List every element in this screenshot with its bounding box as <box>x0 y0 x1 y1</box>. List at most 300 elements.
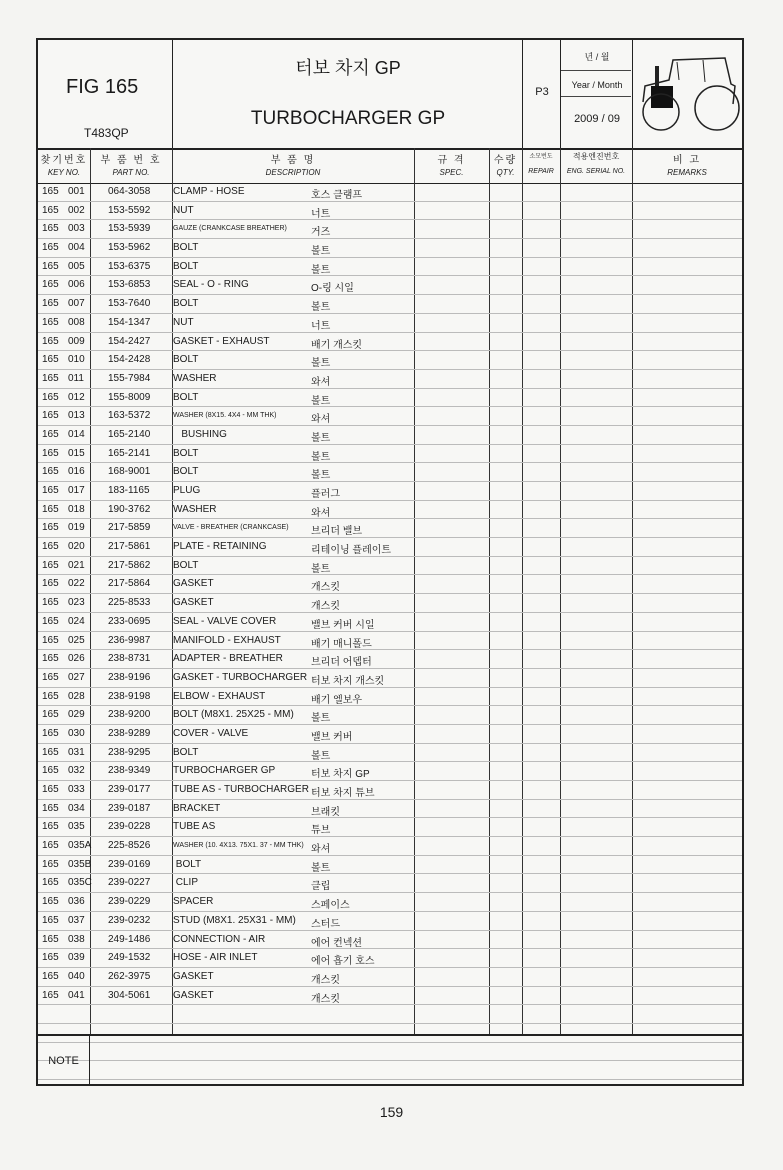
korean-name-cell: 에어 컨넥션 <box>311 937 363 949</box>
korean-name-cell: 배기 개스킷 <box>311 339 363 351</box>
korean-name-cell: 스터드 <box>311 918 340 930</box>
part-number-cell: 154-1347 <box>108 316 151 328</box>
fig-cell <box>38 40 173 148</box>
table-row <box>38 538 742 557</box>
table-row <box>38 389 742 408</box>
table-row <box>38 220 742 239</box>
korean-name-cell: 스페이스 <box>311 900 350 912</box>
fig-number-cell: 165 <box>42 186 59 197</box>
fig-number-cell: 165 <box>42 391 59 403</box>
year-month-value: 2009 / 09 <box>574 113 620 125</box>
col-spec-ko: 규 격 <box>437 155 466 166</box>
page-number: 159 <box>379 1104 404 1120</box>
part-number-cell: 249-1532 <box>108 952 151 964</box>
table-row <box>38 557 742 576</box>
korean-name-cell: 볼트 <box>311 713 331 725</box>
sheet-header <box>38 40 742 150</box>
title-korean: 터보 차지 GP <box>295 58 401 78</box>
key-number-cell: 006 <box>68 279 85 291</box>
fig-number-cell: 165 <box>42 597 59 609</box>
part-number-cell: 238-9289 <box>108 727 151 739</box>
korean-name-cell: 브리더 밸브 <box>311 526 363 538</box>
description-cell: GAUZE (CRANKCASE BREATHER) <box>173 225 287 233</box>
divider <box>561 96 631 97</box>
col-remarks-ko: 비 고 <box>672 155 702 166</box>
fig-number-cell: 165 <box>42 634 59 646</box>
part-number-cell: 217-5859 <box>108 522 151 534</box>
fig-number-cell: 165 <box>42 690 59 702</box>
key-number-cell: 038 <box>68 933 85 945</box>
korean-name-cell: 너트 <box>311 208 331 220</box>
part-number-cell: 217-5864 <box>108 578 151 590</box>
fig-number-cell: 165 <box>42 615 59 627</box>
table-row <box>38 575 742 594</box>
fig-number-cell: 165 <box>42 989 59 1001</box>
tractor-icon-cell <box>633 40 742 148</box>
page-code-cell <box>523 40 561 148</box>
part-number-cell: 153-5962 <box>108 242 151 254</box>
description-cell: BOLT <box>173 746 199 758</box>
description-cell: BOLT <box>173 298 199 310</box>
key-number-cell: 021 <box>68 559 85 571</box>
description-cell: TUBE AS - TURBOCHARGER <box>173 784 309 795</box>
key-number-cell: 002 <box>68 204 85 216</box>
table-row <box>38 482 742 501</box>
korean-name-cell: 와셔 <box>311 414 331 426</box>
korean-name-cell: 배기 매니폴드 <box>311 638 372 650</box>
fig-number-cell: 165 <box>42 541 59 553</box>
fig-number-cell: 165 <box>42 858 59 870</box>
col-eng-en: ENG. SERIAL NO. <box>566 168 626 175</box>
fig-number-cell: 165 <box>42 653 59 665</box>
description-cell: COVER - VALVE <box>173 727 249 739</box>
fig-number-cell: 165 <box>42 765 59 777</box>
korean-name-cell: 터보 차지 튜브 <box>311 788 375 799</box>
key-number-cell: 027 <box>68 671 85 683</box>
part-number-cell: 304-5061 <box>108 989 151 1001</box>
table-row <box>38 613 742 632</box>
part-number-cell: 249-1486 <box>108 933 151 945</box>
part-number-cell: 239-0227 <box>108 877 151 889</box>
fig-number-cell: 165 <box>42 896 59 908</box>
table-row <box>38 818 742 837</box>
key-number-cell: 009 <box>68 335 85 347</box>
year-month-cell <box>561 40 633 148</box>
key-number-cell: 041 <box>68 989 85 1001</box>
fig-number-cell: 165 <box>42 372 59 384</box>
key-number-cell: 013 <box>68 410 85 422</box>
table-row <box>38 837 742 856</box>
fig-number-cell: 165 <box>42 204 59 216</box>
part-number-cell: 225-8533 <box>108 597 151 609</box>
key-number-cell: 028 <box>68 690 85 702</box>
description-cell: WASHER (10. 4X13. 75X1. 37 - MM THK) <box>173 842 304 850</box>
part-number-cell: 153-7640 <box>108 298 151 310</box>
table-row <box>38 912 742 931</box>
key-number-cell: 031 <box>68 746 85 758</box>
part-number-cell: 238-8731 <box>108 653 151 665</box>
key-number-cell: 020 <box>68 541 85 553</box>
table-row <box>38 1005 742 1024</box>
part-number-cell: 239-0232 <box>108 914 151 926</box>
key-number-cell: 019 <box>68 522 85 534</box>
fig-number-cell: 165 <box>42 466 59 478</box>
description-cell: PLUG <box>173 485 201 496</box>
key-number-cell: 035A <box>68 840 92 852</box>
col-key-ko: 찾기번호 <box>40 155 88 166</box>
table-row <box>38 669 742 688</box>
col-desc-en: DESCRIPTION <box>265 168 321 177</box>
fig-number-cell: 165 <box>42 578 59 590</box>
part-number-cell: 238-9200 <box>108 709 151 721</box>
key-number-cell: 034 <box>68 802 85 814</box>
table-row <box>38 781 742 800</box>
part-number-cell: 064-3058 <box>108 186 151 197</box>
description-cell: BOLT <box>173 260 199 272</box>
col-remarks-en: REMARKS <box>667 168 707 177</box>
fig-number-cell: 165 <box>42 503 59 515</box>
part-number-cell: 154-2427 <box>108 335 151 347</box>
fig-number-cell: 165 <box>42 298 59 310</box>
table-row <box>38 893 742 912</box>
part-number-cell: 236-9987 <box>108 634 151 646</box>
key-number-cell: 040 <box>68 970 85 982</box>
part-number-cell: 238-9349 <box>108 765 151 777</box>
korean-name-cell: 볼트 <box>311 451 331 463</box>
part-number-cell: 238-9198 <box>108 690 151 702</box>
table-row <box>38 445 742 464</box>
fig-number-cell: 165 <box>42 485 59 496</box>
korean-name-cell: 볼트 <box>311 264 331 276</box>
part-number-cell: 262-3975 <box>108 970 151 982</box>
description-cell: GASKET - EXHAUST <box>173 335 270 347</box>
fig-number-cell: 165 <box>42 970 59 982</box>
korean-name-cell: 밸브 커버 <box>311 731 353 743</box>
part-number-cell: 239-0169 <box>108 858 151 870</box>
korean-name-cell: 볼트 <box>311 470 331 482</box>
part-number-cell: 155-7984 <box>108 372 151 384</box>
description-cell: GASKET <box>173 989 214 1001</box>
key-number-cell: 014 <box>68 428 85 440</box>
key-number-cell: 035C <box>68 877 92 889</box>
fig-number-cell: 165 <box>42 447 59 459</box>
description-cell: GASKET <box>173 597 214 609</box>
korean-name-cell: 개스킷 <box>311 993 340 1005</box>
key-number-cell: 017 <box>68 485 85 496</box>
korean-name-cell: 클립 <box>311 881 331 893</box>
table-row <box>38 874 742 893</box>
table-row <box>38 725 742 744</box>
fig-number-cell: 165 <box>42 260 59 272</box>
fig-number-cell: 165 <box>42 242 59 254</box>
part-number-cell: 153-5939 <box>108 223 151 235</box>
description-cell: BOLT <box>173 447 199 459</box>
col-qty-en: QTY. <box>496 168 515 177</box>
korean-name-cell: 와셔 <box>311 376 331 388</box>
description-cell: TURBOCHARGER GP <box>173 765 276 777</box>
korean-name-cell: 에어 흡기 호스 <box>311 956 375 968</box>
korean-name-cell: 볼트 <box>311 432 331 444</box>
part-number-cell: 239-0229 <box>108 896 151 908</box>
table-row <box>38 295 742 314</box>
description-cell: BOLT <box>173 242 199 254</box>
key-number-cell: 023 <box>68 597 85 609</box>
fig-number-cell: 165 <box>42 223 59 235</box>
fig-number-cell: 165 <box>42 821 59 833</box>
description-cell: GASKET <box>173 578 214 590</box>
description-cell: HOSE - AIR INLET <box>173 952 258 964</box>
fig-number-cell: 165 <box>42 410 59 422</box>
parts-table-body <box>38 183 742 1080</box>
col-part-ko: 부 품 번 호 <box>100 155 162 166</box>
korean-name-cell: 리테이닝 플레이트 <box>311 545 392 557</box>
table-row <box>38 800 742 819</box>
divider <box>561 70 631 71</box>
fig-number-cell: 165 <box>42 952 59 964</box>
table-row <box>38 688 742 707</box>
key-number-cell: 003 <box>68 223 85 235</box>
table-row <box>38 949 742 968</box>
col-spec-en: SPEC. <box>439 168 464 177</box>
key-number-cell: 001 <box>68 186 85 197</box>
description-cell: ADAPTER - BREATHER <box>173 653 283 665</box>
year-month-label-en: Year / Month <box>571 80 623 90</box>
fig-number-cell: 165 <box>42 522 59 534</box>
key-number-cell: 039 <box>68 952 85 964</box>
fig-number-cell: 165 <box>42 877 59 889</box>
korean-name-cell: 개스킷 <box>311 601 340 613</box>
table-row <box>38 762 742 781</box>
description-cell: BOLT <box>173 559 199 571</box>
table-row <box>38 856 742 875</box>
key-number-cell: 011 <box>68 372 84 384</box>
fig-number: FIG 165 <box>66 76 139 98</box>
key-number-cell: 030 <box>68 727 85 739</box>
description-cell: BOLT <box>173 391 199 403</box>
part-number-cell: 238-9295 <box>108 746 151 758</box>
description-cell: STUD (M8X1. 25X31 - MM) <box>173 914 296 926</box>
description-cell: BUSHING <box>173 428 227 440</box>
korean-name-cell: 브래킷 <box>311 806 340 818</box>
table-row <box>38 632 742 651</box>
part-number-cell: 239-0187 <box>108 802 151 814</box>
korean-name-cell: 브리더 어뎁터 <box>311 657 372 669</box>
korean-name-cell: 볼트 <box>311 563 331 575</box>
table-row <box>38 519 742 538</box>
table-row <box>38 276 742 295</box>
year-month-label-ko: 년 / 월 <box>584 52 610 62</box>
col-key-en: KEY NO. <box>47 168 81 177</box>
col-repair-en: REPAIR <box>528 168 554 175</box>
part-number-cell: 183-1165 <box>108 485 150 496</box>
col-desc-ko: 부 품 명 <box>270 155 316 166</box>
fig-number-cell: 165 <box>42 428 59 440</box>
description-cell: VALVE - BREATHER (CRANKCASE) <box>173 524 289 532</box>
fig-number-cell: 165 <box>42 784 59 795</box>
key-number-cell: 016 <box>68 466 85 478</box>
korean-name-cell: 배기 엘보우 <box>311 694 363 706</box>
part-number-cell: 153-5592 <box>108 204 151 216</box>
description-cell: BOLT <box>173 466 199 478</box>
key-number-cell: 005 <box>68 260 85 272</box>
description-cell: SEAL - O - RING <box>173 279 249 291</box>
key-number-cell: 015 <box>68 447 85 459</box>
description-cell: BOLT (M8X1. 25X25 - MM) <box>173 709 294 721</box>
table-row <box>38 744 742 763</box>
description-cell: PLATE - RETAINING <box>173 541 267 553</box>
description-cell: NUT <box>173 316 194 328</box>
fig-number-cell: 165 <box>42 933 59 945</box>
description-cell: CONNECTION - AIR <box>173 933 266 945</box>
korean-name-cell: 개스킷 <box>311 582 340 594</box>
key-number-cell: 008 <box>68 316 85 328</box>
part-number-cell: 154-2428 <box>108 354 151 366</box>
description-cell: ELBOW - EXHAUST <box>173 690 266 702</box>
key-number-cell: 035B <box>68 858 92 870</box>
table-row <box>38 987 742 1006</box>
key-number-cell: 022 <box>68 578 85 590</box>
korean-name-cell: 와셔 <box>311 844 331 856</box>
part-number-cell: 165-2140 <box>108 428 151 440</box>
key-number-cell: 035 <box>68 821 85 833</box>
description-cell: SPACER <box>173 896 214 908</box>
description-cell: MANIFOLD - EXHAUST <box>173 634 281 646</box>
table-row <box>38 239 742 258</box>
part-number-cell: 233-0695 <box>108 615 151 627</box>
title-cell <box>173 40 523 148</box>
col-qty-ko: 수량 <box>493 155 518 166</box>
description-cell: BOLT <box>173 858 202 870</box>
fig-number-cell: 165 <box>42 709 59 721</box>
korean-name-cell: 플러그 <box>311 489 340 500</box>
fig-number-cell: 165 <box>42 354 59 366</box>
korean-name-cell: 튜브 <box>311 825 331 837</box>
part-number-cell: 163-5372 <box>108 410 151 422</box>
title-english: TURBOCHARGER GP <box>250 108 446 129</box>
description-cell: CLIP <box>173 877 199 889</box>
korean-name-cell: 볼트 <box>311 750 331 762</box>
fig-number-cell: 165 <box>42 335 59 347</box>
table-row <box>38 314 742 333</box>
model-code: T483QP <box>84 126 129 140</box>
table-row <box>38 650 742 669</box>
parts-catalog-sheet <box>36 38 744 1086</box>
col-part-en: PART NO. <box>112 168 150 177</box>
part-number-cell: 225-8526 <box>108 840 151 852</box>
description-cell: NUT <box>173 204 194 216</box>
fig-number-cell: 165 <box>42 316 59 328</box>
part-number-cell: 153-6375 <box>108 260 151 272</box>
fig-number-cell: 165 <box>42 279 59 291</box>
description-cell: WASHER (8X15. 4X4 - MM THK) <box>173 412 277 420</box>
korean-name-cell: 볼트 <box>311 302 331 314</box>
table-row <box>38 351 742 370</box>
description-cell: SEAL - VALVE COVER <box>173 615 277 627</box>
key-number-cell: 004 <box>68 242 85 254</box>
description-cell: CLAMP - HOSE <box>173 186 245 197</box>
fig-number-cell: 165 <box>42 802 59 814</box>
part-number-cell: 155-8009 <box>108 391 151 403</box>
description-cell: TUBE AS <box>173 821 216 833</box>
table-row <box>38 706 742 725</box>
table-row <box>38 501 742 520</box>
fig-number-cell: 165 <box>42 914 59 926</box>
table-row <box>38 202 742 221</box>
key-number-cell: 026 <box>68 653 85 665</box>
description-cell: GASKET <box>173 970 214 982</box>
fig-number-cell: 165 <box>42 727 59 739</box>
col-repair-ko: 소모번도 <box>529 154 553 160</box>
part-number-cell: 165-2141 <box>108 447 151 459</box>
part-number-cell: 153-6853 <box>108 279 151 291</box>
korean-name-cell: 와셔 <box>311 507 331 519</box>
korean-name-cell: O-링 시일 <box>311 283 354 295</box>
korean-name-cell: 밸브 커버 시일 <box>311 619 375 631</box>
korean-name-cell: 터보 차지 개스킷 <box>311 675 385 687</box>
key-number-cell: 033 <box>68 784 85 795</box>
key-number-cell: 029 <box>68 709 85 721</box>
korean-name-cell: 볼트 <box>311 358 331 370</box>
table-row <box>38 258 742 277</box>
table-row <box>38 370 742 389</box>
korean-name-cell: 볼트 <box>311 862 331 874</box>
korean-name-cell: 볼트 <box>311 395 331 407</box>
korean-name-cell: 터보 차지 GP <box>311 769 370 781</box>
description-cell: WASHER <box>173 503 217 515</box>
description-cell: BRACKET <box>173 802 221 814</box>
korean-name-cell: 거즈 <box>311 227 331 239</box>
part-number-cell: 190-3762 <box>108 503 151 515</box>
table-row <box>38 463 742 482</box>
table-row <box>38 426 742 445</box>
description-cell: GASKET - TURBOCHARGER <box>173 671 308 683</box>
tractor-icon <box>633 40 742 148</box>
key-number-cell: 010 <box>68 354 85 366</box>
korean-name-cell: 개스킷 <box>311 974 340 986</box>
table-row <box>38 968 742 987</box>
part-number-cell: 217-5862 <box>108 559 151 571</box>
description-cell: WASHER <box>173 372 217 384</box>
part-number-cell: 239-0177 <box>108 784 151 795</box>
key-number-cell: 032 <box>68 765 85 777</box>
part-number-cell: 168-9001 <box>108 466 151 478</box>
key-number-cell: 037 <box>68 914 85 926</box>
key-number-cell: 025 <box>68 634 85 646</box>
description-cell: BOLT <box>173 354 199 366</box>
table-row <box>38 931 742 950</box>
table-row <box>38 407 742 426</box>
table-row <box>38 183 742 202</box>
part-number-cell: 238-9196 <box>108 671 151 683</box>
column-header-row <box>38 148 742 184</box>
fig-number-cell: 165 <box>42 746 59 758</box>
key-number-cell: 036 <box>68 896 85 908</box>
key-number-cell: 007 <box>68 298 85 310</box>
korean-name-cell: 호스 클램프 <box>311 190 363 201</box>
note-label: NOTE <box>38 1036 90 1086</box>
key-number-cell: 018 <box>68 503 85 515</box>
table-row <box>38 333 742 352</box>
part-number-cell: 217-5861 <box>108 541 151 553</box>
fig-number-cell: 165 <box>42 671 59 683</box>
note-section <box>38 1034 742 1086</box>
part-number-cell: 239-0228 <box>108 821 151 833</box>
fig-number-cell: 165 <box>42 840 59 852</box>
fig-number-cell: 165 <box>42 559 59 571</box>
col-eng-ko: 적용엔진번호 <box>572 152 620 161</box>
page-code: P3 <box>535 86 549 98</box>
key-number-cell: 012 <box>68 391 85 403</box>
